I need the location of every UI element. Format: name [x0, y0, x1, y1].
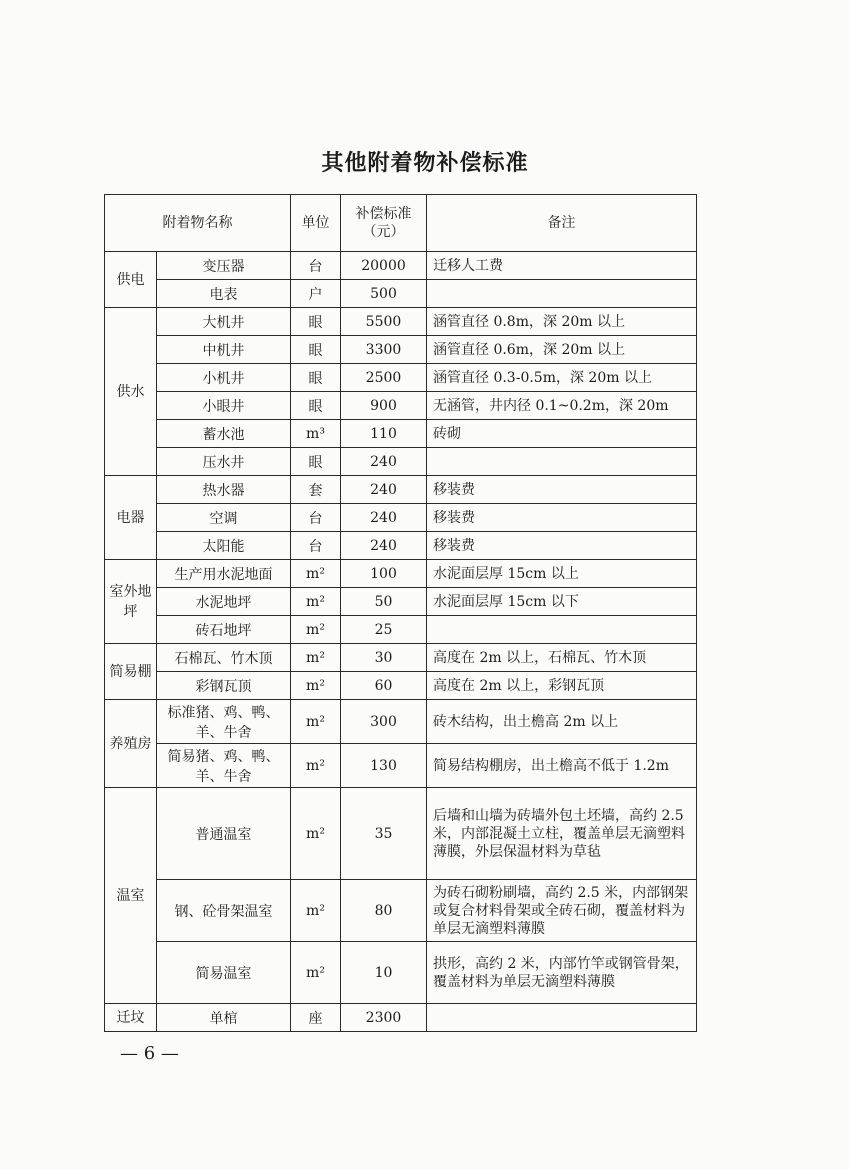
item-name-cell: 电表	[157, 280, 291, 308]
table-row	[105, 336, 697, 364]
remark-cell: 砖砌	[427, 420, 697, 448]
price-cell: 240	[341, 476, 427, 504]
price-cell: 900	[341, 392, 427, 420]
table-row	[105, 448, 697, 476]
item-name-cell: 简易猪、鸡、鸭、羊、牛舍	[157, 744, 291, 788]
item-name-cell: 普通温室	[157, 788, 291, 880]
unit-cell: m²	[291, 942, 341, 1004]
category-cell: 温室	[105, 788, 157, 1004]
table-row	[105, 616, 697, 644]
remark-cell: 拱形，高约 2 米，内部竹竿或钢管骨架，覆盖材料为单层无滴塑料薄膜	[427, 942, 697, 1004]
remark-cell: 涵管直径 0.3-0.5m，深 20m 以上	[427, 364, 697, 392]
price-cell: 2300	[341, 1004, 427, 1032]
price-cell: 130	[341, 744, 427, 788]
table-row	[105, 880, 697, 942]
table-row	[105, 672, 697, 700]
unit-cell: m²	[291, 616, 341, 644]
price-cell: 500	[341, 280, 427, 308]
item-name-cell: 小眼井	[157, 392, 291, 420]
table-row	[105, 308, 697, 336]
page-title: 其他附着物补偿标准	[321, 150, 529, 176]
unit-cell: 台	[291, 532, 341, 560]
page-number: — 6 —	[120, 1043, 179, 1064]
table-row	[105, 560, 697, 588]
price-cell: 10	[341, 942, 427, 1004]
remark-cell: 水泥面层厚 15cm 以下	[427, 588, 697, 616]
table-row	[105, 476, 697, 504]
item-name-cell: 单棺	[157, 1004, 291, 1032]
remark-cell: 为砖石砌粉刷墙，高约 2.5 米，内部钢架或复合材料骨架或全砖石砌，覆盖材料为单层无滴塑料薄膜	[427, 880, 697, 942]
unit-cell: m²	[291, 788, 341, 880]
item-name-cell: 钢、砼骨架温室	[157, 880, 291, 942]
item-name-cell: 蓄水池	[157, 420, 291, 448]
price-cell: 20000	[341, 252, 427, 280]
unit-cell: m²	[291, 880, 341, 942]
unit-cell: m³	[291, 420, 341, 448]
unit-cell: m²	[291, 672, 341, 700]
item-name-cell: 石棉瓦、竹木顶	[157, 644, 291, 672]
price-cell: 60	[341, 672, 427, 700]
unit-cell: m²	[291, 560, 341, 588]
price-cell: 240	[341, 532, 427, 560]
unit-cell: 台	[291, 504, 341, 532]
table-row	[105, 588, 697, 616]
table-row	[105, 700, 697, 744]
remark-cell	[427, 1004, 697, 1032]
unit-cell: 台	[291, 252, 341, 280]
remark-cell: 移装费	[427, 476, 697, 504]
category-cell: 简易棚	[105, 644, 157, 700]
remark-cell: 高度在 2m 以上，石棉瓦、竹木顶	[427, 644, 697, 672]
category-cell: 供水	[105, 308, 157, 476]
category-cell: 室外地坪	[105, 560, 157, 644]
item-name-cell: 大机井	[157, 308, 291, 336]
remark-cell: 无涵管，井内径 0.1~0.2m，深 20m	[427, 392, 697, 420]
category-cell: 养殖房	[105, 700, 157, 788]
item-name-cell: 太阳能	[157, 532, 291, 560]
item-name-cell: 热水器	[157, 476, 291, 504]
item-name-cell: 简易温室	[157, 942, 291, 1004]
price-cell: 2500	[341, 364, 427, 392]
price-cell: 35	[341, 788, 427, 880]
unit-cell: 眼	[291, 308, 341, 336]
table-row	[105, 644, 697, 672]
remark-cell	[427, 448, 697, 476]
price-cell: 80	[341, 880, 427, 942]
category-cell: 迁坟	[105, 1004, 157, 1032]
category-cell: 供电	[105, 252, 157, 308]
price-cell: 25	[341, 616, 427, 644]
remark-cell	[427, 616, 697, 644]
header-name: 附着物名称	[105, 195, 291, 252]
table-row	[105, 532, 697, 560]
item-name-cell: 生产用水泥地面	[157, 560, 291, 588]
table-body	[105, 252, 697, 1032]
price-cell: 240	[341, 448, 427, 476]
item-name-cell: 砖石地坪	[157, 616, 291, 644]
price-cell: 50	[341, 588, 427, 616]
item-name-cell: 标准猪、鸡、鸭、羊、牛舍	[157, 700, 291, 744]
header-remark: 备注	[427, 195, 697, 252]
table-row	[105, 392, 697, 420]
unit-cell: m²	[291, 588, 341, 616]
remark-cell: 简易结构棚房，出土檐高不低于 1.2m	[427, 744, 697, 788]
table-row	[105, 942, 697, 1004]
remark-cell: 移装费	[427, 532, 697, 560]
header-unit: 单位	[291, 195, 341, 252]
unit-cell: 套	[291, 476, 341, 504]
item-name-cell: 空调	[157, 504, 291, 532]
table-row	[105, 1004, 697, 1032]
remark-cell: 涵管直径 0.6m，深 20m 以上	[427, 336, 697, 364]
table-row	[105, 252, 697, 280]
table-row	[105, 504, 697, 532]
header-standard: 补偿标准（元）	[341, 195, 427, 252]
item-name-cell: 彩钢瓦顶	[157, 672, 291, 700]
table-row	[105, 364, 697, 392]
price-cell: 110	[341, 420, 427, 448]
item-name-cell: 中机井	[157, 336, 291, 364]
remark-cell: 水泥面层厚 15cm 以上	[427, 560, 697, 588]
unit-cell: 座	[291, 1004, 341, 1032]
remark-cell: 涵管直径 0.8m，深 20m 以上	[427, 308, 697, 336]
compensation-table	[104, 194, 697, 1032]
unit-cell: m²	[291, 700, 341, 744]
item-name-cell: 压水井	[157, 448, 291, 476]
price-cell: 100	[341, 560, 427, 588]
item-name-cell: 小机井	[157, 364, 291, 392]
remark-cell: 移装费	[427, 504, 697, 532]
table-row	[105, 744, 697, 788]
unit-cell: 眼	[291, 336, 341, 364]
price-cell: 300	[341, 700, 427, 744]
table-row	[105, 788, 697, 880]
unit-cell: 眼	[291, 364, 341, 392]
unit-cell: 眼	[291, 448, 341, 476]
remark-cell: 高度在 2m 以上，彩钢瓦顶	[427, 672, 697, 700]
remark-cell: 后墙和山墙为砖墙外包土坯墙，高约 2.5 米，内部混凝土立柱，覆盖单层无滴塑料薄膜，外层保温材料为草毡	[427, 788, 697, 880]
item-name-cell: 变压器	[157, 252, 291, 280]
unit-cell: m²	[291, 644, 341, 672]
unit-cell: m²	[291, 744, 341, 788]
remark-cell: 砖木结构，出土檐高 2m 以上	[427, 700, 697, 744]
price-cell: 5500	[341, 308, 427, 336]
item-name-cell: 水泥地坪	[157, 588, 291, 616]
category-cell: 电器	[105, 476, 157, 560]
price-cell: 3300	[341, 336, 427, 364]
price-cell: 30	[341, 644, 427, 672]
remark-cell: 迁移人工费	[427, 252, 697, 280]
table-header-row	[105, 195, 697, 252]
unit-cell: 眼	[291, 392, 341, 420]
unit-cell: 户	[291, 280, 341, 308]
remark-cell	[427, 280, 697, 308]
table-row	[105, 280, 697, 308]
table-row	[105, 420, 697, 448]
price-cell: 240	[341, 504, 427, 532]
